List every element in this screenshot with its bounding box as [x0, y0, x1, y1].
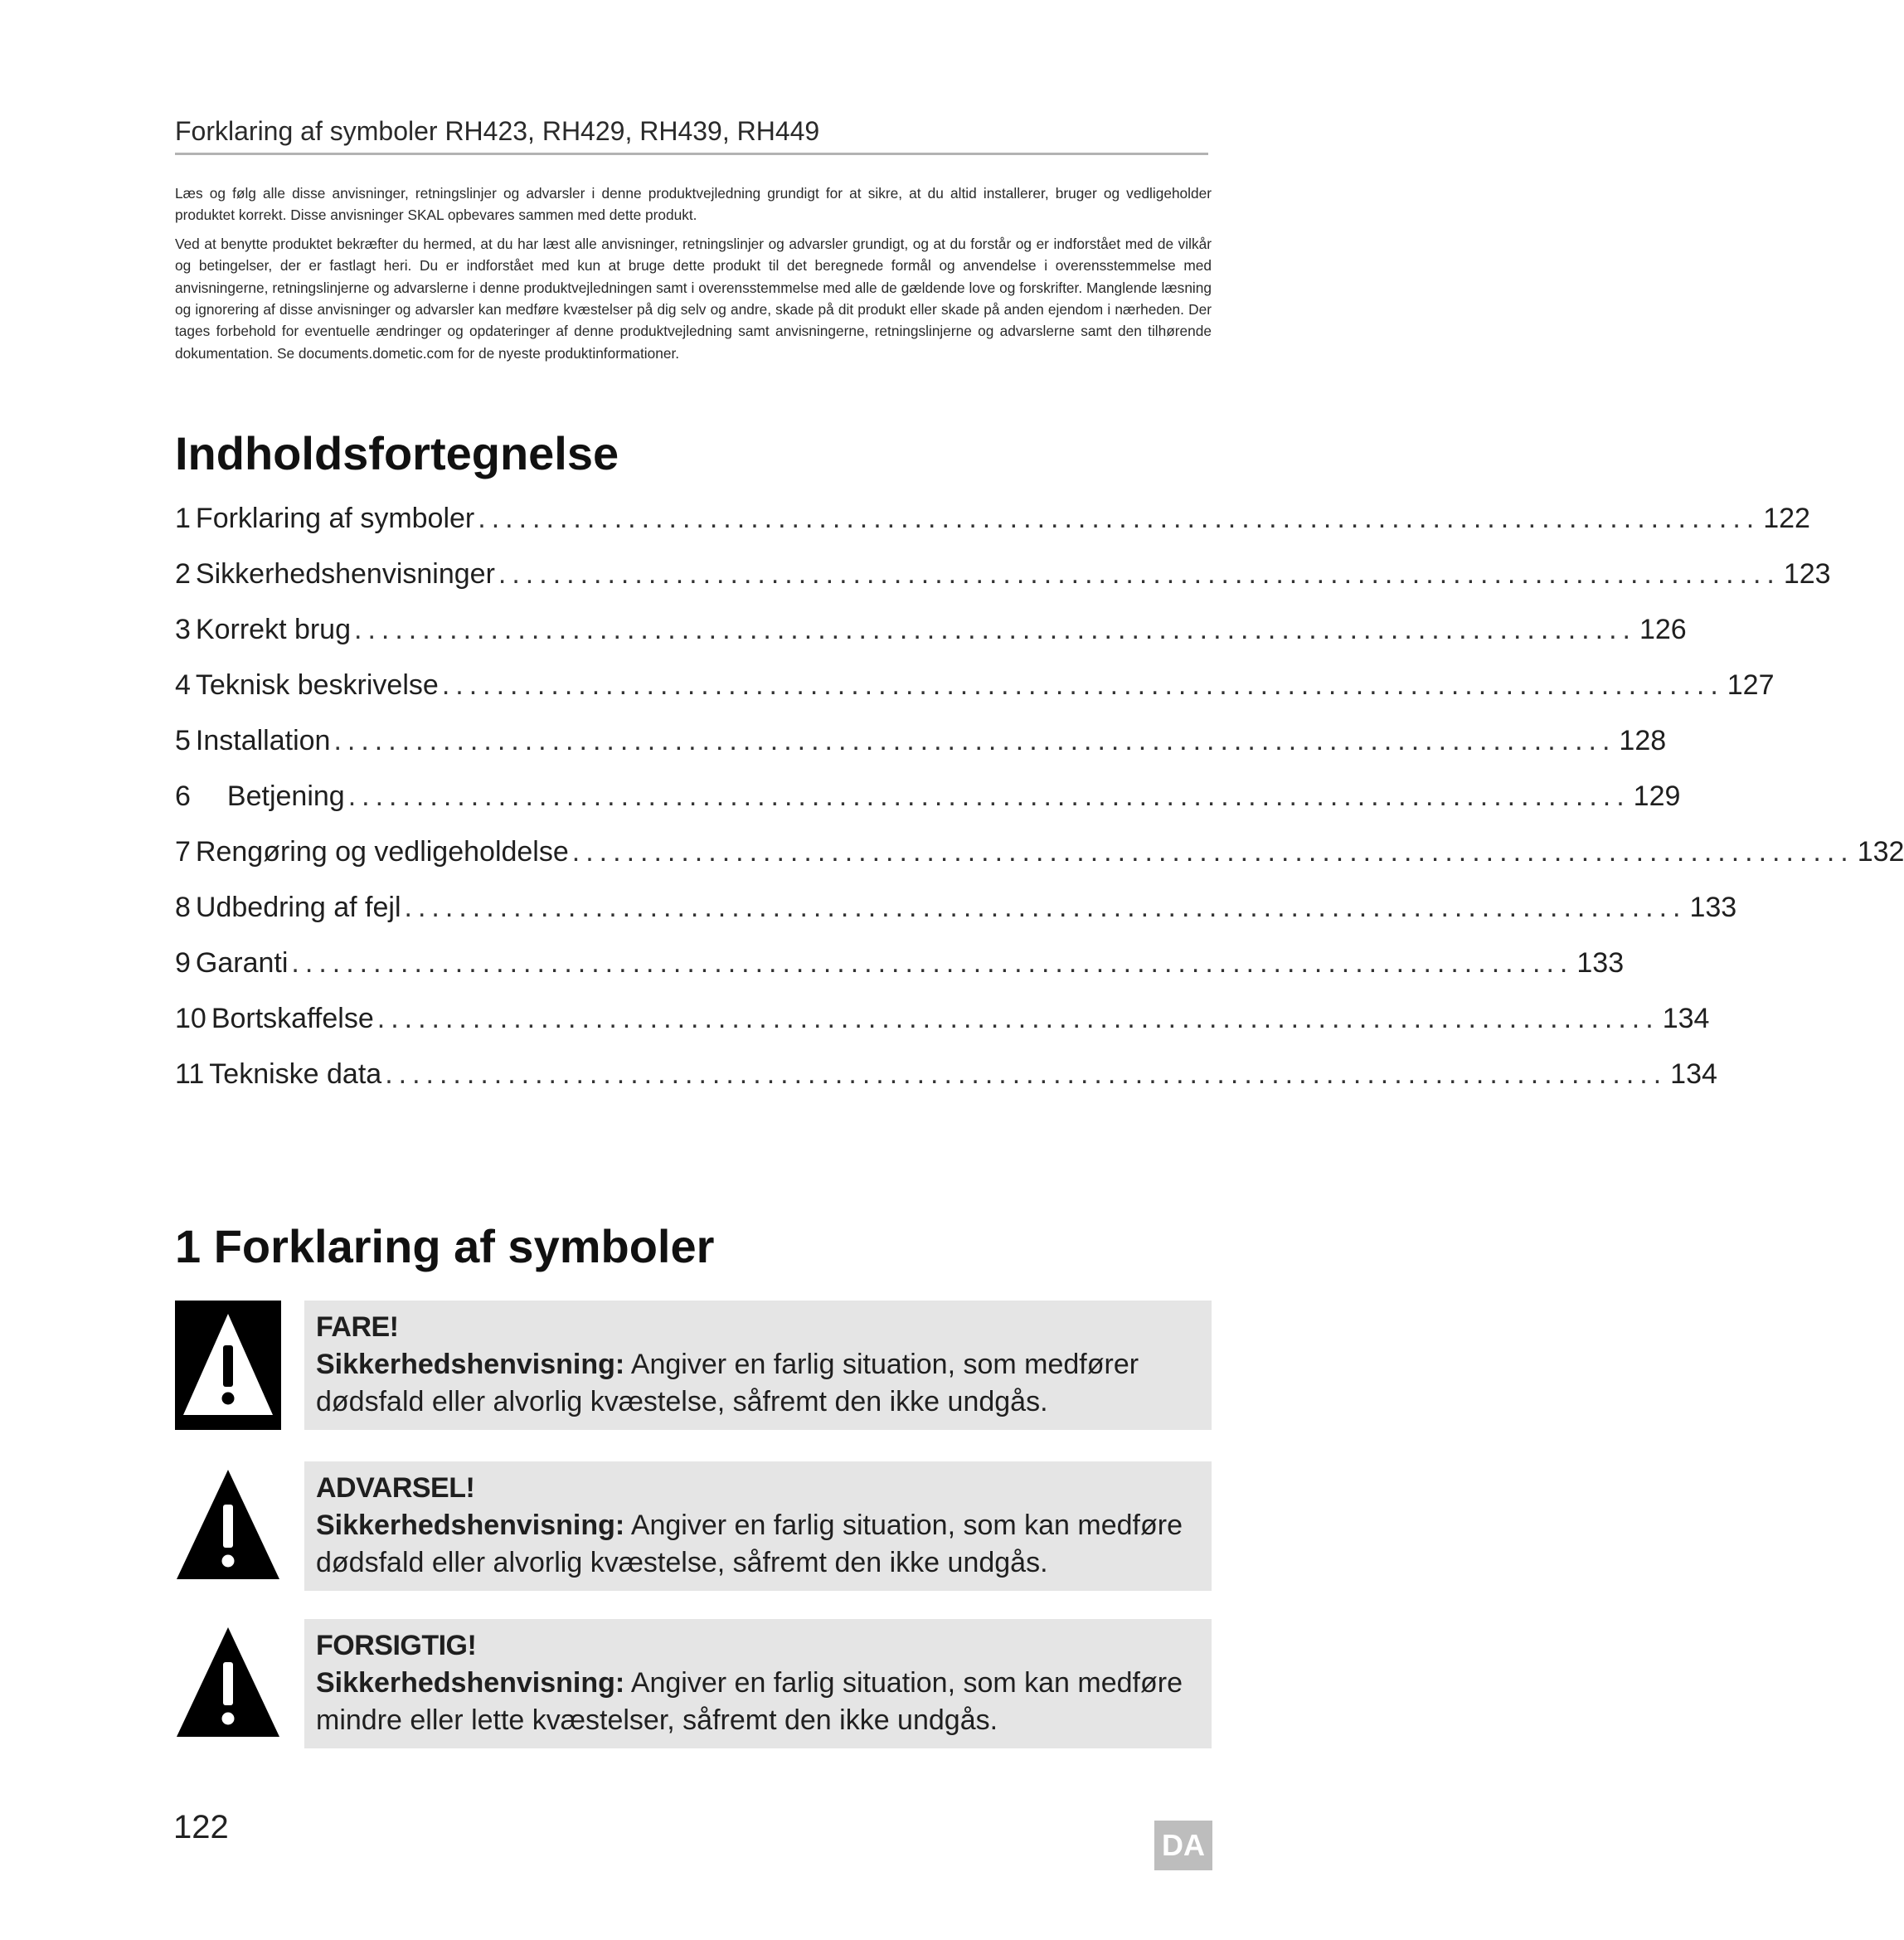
toc-item-page: 133 — [1689, 892, 1737, 923]
toc-dot-leader: .............................................................................................. — [478, 503, 1761, 534]
toc-item-label: Rengøring og vedligeholdelse — [195, 836, 569, 868]
toc-item-page: 132 — [1857, 836, 1904, 868]
toc-item-label: Tekniske data — [209, 1058, 382, 1090]
toc-dot-leader: .............................................................................................. — [498, 558, 1780, 590]
notice-heading: FORSIGTIG! — [316, 1630, 477, 1661]
section-title: 1 Forklaring af symboler — [175, 1220, 715, 1272]
toc-item-number: 6 — [175, 780, 191, 812]
toc-item[interactable] — [175, 725, 1667, 766]
notice-heading: FARE! — [316, 1311, 399, 1343]
toc-item-page: 127 — [1727, 669, 1775, 701]
toc-item-label: Udbedring af fejl — [195, 892, 401, 923]
toc-item-number: 11 — [175, 1058, 205, 1090]
toc-dot-leader: .............................................................................................. — [385, 1058, 1668, 1090]
toc-dot-leader: .............................................................................................. — [441, 669, 1724, 701]
notice-body: Angiver en farlig situation, som medfører dødsfald eller alvorlig kvæstelse, såfremt den ikke undgås. — [316, 1349, 1139, 1417]
running-header: Forklaring af symboler RH423, RH429, RH439, RH449 — [175, 113, 1208, 155]
notice-lead: Sikkerhedshenvisning: — [316, 1667, 625, 1699]
language-badge: DA — [1154, 1821, 1212, 1870]
notice-lead: Sikkerhedshenvisning: — [316, 1510, 625, 1541]
intro-text — [175, 182, 1212, 371]
toc-dot-leader: .............................................................................................. — [291, 947, 1574, 979]
toc-item-label: Bortskaffelse — [211, 1003, 374, 1034]
toc-item-number: 1 — [175, 503, 191, 534]
toc-dot-leader: .............................................................................................. — [333, 725, 1616, 756]
notice-heading: ADVARSEL! — [316, 1472, 475, 1504]
toc-item[interactable] — [175, 836, 1904, 878]
toc-item-page: 123 — [1783, 558, 1831, 590]
toc-item[interactable] — [175, 1003, 1710, 1044]
toc-item[interactable] — [175, 558, 1831, 600]
toc-item[interactable] — [175, 503, 1810, 544]
warning-triangle-icon — [175, 1461, 281, 1591]
notice-lead: Sikkerhedshenvisning: — [316, 1349, 625, 1380]
toc-dot-leader: .............................................................................................. — [404, 892, 1687, 923]
toc-dot-leader: .............................................................................................. — [347, 780, 1630, 812]
intro-paragraph-2: Ved at benytte produktet bekræfter du hermed, at du har læst alle anvisninger, retningslinjer og advarsler grundigt, og at du forstår og er indforstået med de vilkår og betingelser, der er fastlagt heri. Du er indforstået med kun at bruge dette produkt til det beregnede formål og anvendelse i overensstemmelse med anvisningerne, retningslinjerne og advarslerne i denne produktvejledningen samt i overensstemmelse med alle de gældende love og forskrifter. Manglende læsning og ignorering af disse anvisninger og advarsler kan medføre kvæstelser på dig selv og andre, skade på dit produkt eller skade på anden ejendom i nærheden. Der tages forbehold for eventuelle ændringer og opdateringer af denne produktvejledning samt anvisningerne, retningslinjerne og advarslerne samt den tilhørende dokumentation. Se documents.dometic.com for de nyeste produktinformationer. — [175, 235, 1212, 362]
toc-item-number: 5 — [175, 725, 191, 756]
toc-item-number: 2 — [175, 558, 191, 590]
toc-item-label: Korrekt brug — [195, 614, 352, 645]
toc-item-label: Installation — [195, 725, 331, 756]
toc-dot-leader: .............................................................................................. — [571, 836, 1854, 868]
toc-dot-leader: .............................................................................................. — [376, 1003, 1659, 1034]
toc-item[interactable] — [175, 780, 1681, 822]
toc-item-label: Betjening — [226, 780, 345, 812]
page-number: 122 — [173, 1809, 229, 1845]
toc-item-number: 10 — [175, 1003, 206, 1034]
toc-item-number: 3 — [175, 614, 191, 645]
warning-notice — [175, 1461, 1212, 1591]
toc-item-label: Sikkerhedshenvisninger — [195, 558, 495, 590]
toc-item-number: 8 — [175, 892, 191, 923]
toc-item-page: 134 — [1670, 1058, 1717, 1090]
toc-item-page: 126 — [1639, 614, 1687, 645]
toc-item-page: 122 — [1763, 503, 1810, 534]
toc-item-number: 9 — [175, 947, 191, 979]
notice-body: Angiver en farlig situation, som kan medføre dødsfald eller alvorlig kvæstelse, såfremt den ikke undgås. — [316, 1510, 1183, 1578]
intro-paragraph-1: Læs og følg alle disse anvisninger, retningslinjer og advarsler i denne produktvejledning grundigt for at sikre, at du altid installerer, bruger og vedligeholder produktet korrekt. Disse anvisninger SKAL opbevares sammen med dette produkt. — [175, 185, 1212, 224]
toc-item-label: Forklaring af symboler — [195, 503, 475, 534]
danger-warning-icon — [175, 1301, 281, 1430]
toc-dot-leader: .............................................................................................. — [354, 614, 1636, 645]
toc-item[interactable] — [175, 892, 1737, 933]
toc-item-page: 134 — [1662, 1003, 1710, 1034]
toc-item[interactable] — [175, 1058, 1717, 1100]
toc-item-page: 129 — [1633, 780, 1681, 812]
toc-title: Indholdsfortegnelse — [175, 427, 619, 479]
toc-item-page: 133 — [1576, 947, 1625, 979]
caution-triangle-icon — [175, 1619, 281, 1748]
caution-notice-text — [304, 1619, 1212, 1748]
danger-notice — [175, 1301, 1212, 1430]
caution-notice — [175, 1619, 1212, 1748]
toc-item-label: Teknisk beskrivelse — [195, 669, 439, 701]
danger-notice-text — [304, 1301, 1212, 1430]
toc-item[interactable] — [175, 947, 1625, 989]
warning-notice-text — [304, 1461, 1212, 1591]
toc-item[interactable] — [175, 669, 1775, 711]
notice-body: Angiver en farlig situation, som kan medføre mindre eller lette kvæstelser, såfremt den ikke undgås. — [316, 1667, 1183, 1736]
toc-item[interactable] — [175, 614, 1687, 655]
toc-item-number: 4 — [175, 669, 191, 701]
toc-item-number: 7 — [175, 836, 191, 868]
toc-item-page: 128 — [1619, 725, 1667, 756]
toc-item-label: Garanti — [195, 947, 289, 979]
